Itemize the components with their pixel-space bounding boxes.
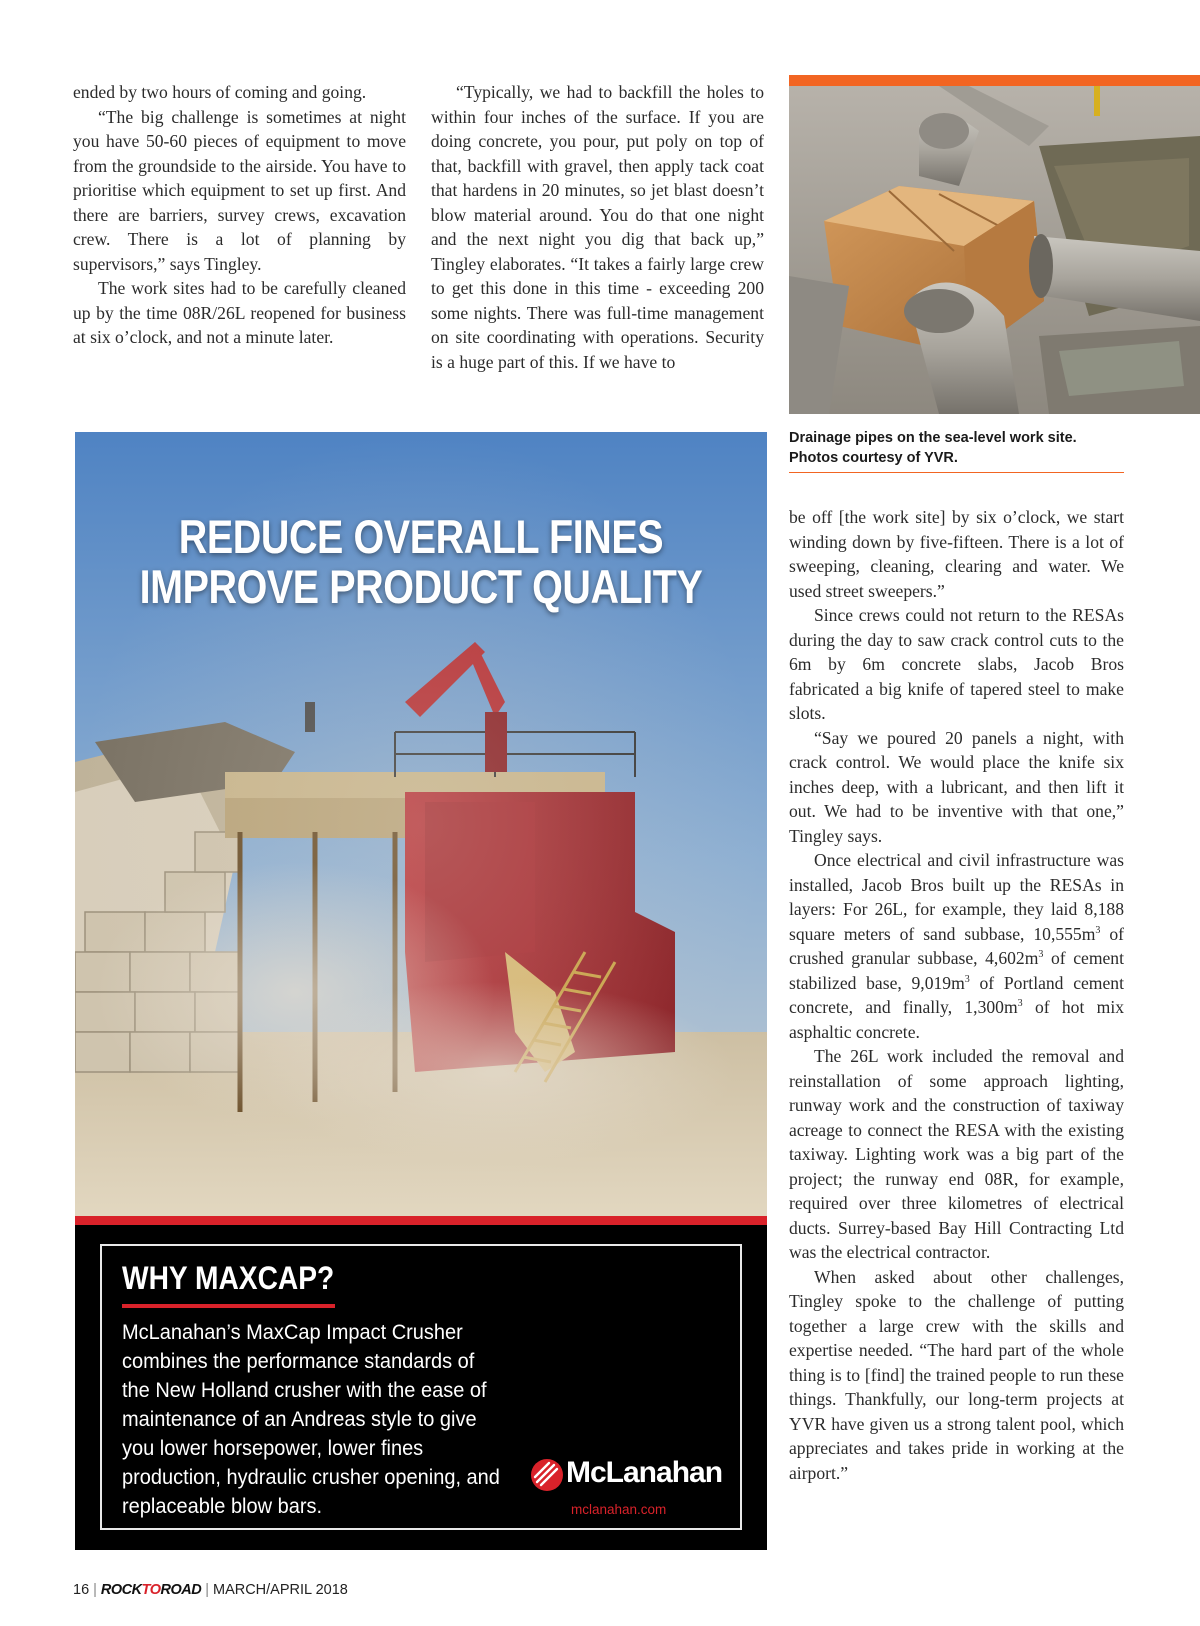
superscript: 3 <box>1095 924 1101 936</box>
paragraph: “Typically, we had to backfill the holes to within four inches of the surface. If you are doing concrete, you pour, put poly on top of that, backfill with gravel, then apply tack coat that hardens in 20 minutes, so jet blast doesn’t blow material around. You do that one night and the next night you dig that back up,” Tingley elaborates. “It takes a fairly large crew to get this done in this time - exceeding 200 some nights. There was full-time management on site coordinating with operations. Security is a huge part of this. If we have to <box>431 82 764 372</box>
photo-accent-bar <box>789 75 1200 86</box>
ad-website-link[interactable]: mclanahan.com <box>571 1502 667 1517</box>
caption-divider <box>789 472 1124 473</box>
paragraph: When asked about other challenges, Tingley spoke to the challenge of putting together a large crew with the skills and expertise needed. “The hard part of the whole thing is to [find] the trained people to run these things. Thankfully, our long-term projects at YVR have given us a strong talent pool, which appreciates and takes pride in working at the airport.” <box>789 1266 1124 1483</box>
text-run: Once electrical and civil infrastructure was installed, Jacob Bros built up the RESAs in layers: For 26L, for example, they laid 8,188 square meters of sand subbase, 10,555m <box>789 850 1124 944</box>
footer-separator: | <box>205 1582 209 1598</box>
footer-separator: | <box>93 1582 97 1598</box>
mclanahan-advertisement <box>75 432 767 1550</box>
caption-line: Drainage pipes on the sea-level work site. <box>789 430 1077 446</box>
paragraph: “Say we poured 20 panels a night, with crack control. We would place the knife six inches deep, with a lubricant, and then lift it out. We had to be inventive with that one,” Tingley says. <box>789 727 1124 846</box>
caption-credit: Photos courtesy of YVR. <box>789 450 958 466</box>
article-column-1 <box>73 80 406 350</box>
paragraph: ended by two hours of coming and going. <box>73 82 367 102</box>
issue-date: MARCH/APRIL 2018 <box>212 1582 348 1598</box>
page-footer <box>73 1582 348 1598</box>
superscript: 3 <box>1038 949 1044 961</box>
ad-body-text: McLanahan’s MaxCap Impact Crusher combines the performance standards of the New Holland crusher with the ease of maintenance of an Andreas style to give you lower horsepower, lower fines production, hydraulic crusher opening, and replaceable blow bars. <box>122 1320 500 1518</box>
paragraph-materials <box>789 848 1124 1044</box>
page-number: 16 <box>73 1582 90 1598</box>
text-run: of cement stabilized base, 9,019m <box>789 948 1124 993</box>
drainage-pipes-photo <box>789 86 1200 414</box>
text-run: of crushed granular subbase, 4,602m <box>789 923 1124 968</box>
mclanahan-logo <box>530 1456 730 1496</box>
magazine-brand-rock: ROCK <box>100 1582 142 1598</box>
paragraph: Since crews could not return to the RESAs during the day to saw crack control cuts to the 6m by 6m concrete slabs, Jacob Bros fabricated a big knife of tapered steel to make slots. <box>789 605 1124 723</box>
superscript: 3 <box>1017 998 1023 1010</box>
magazine-brand-to: TO <box>141 1582 161 1598</box>
mclanahan-logo-mark-icon <box>530 1458 564 1492</box>
ad-headline-line: REDUCE OVERALL FINES <box>178 510 664 563</box>
superscript: 3 <box>964 973 970 985</box>
paragraph: The work sites had to be carefully cleaned up by the time 08R/26L reopened for business at six o’clock, and not a minute later. <box>73 278 406 347</box>
paragraph: “The big challenge is sometimes at night you have 50-60 pieces of equipment to move from the groundside to the airside. You have to prioritise which equipment to set up first. And there are barriers, survey crews, excavation crew. There is a lot of planning by supervisors,” says Tingley. <box>73 106 406 274</box>
photo-caption <box>789 428 1124 468</box>
magazine-brand-road: ROAD <box>160 1582 202 1598</box>
ad-headline <box>130 512 711 612</box>
ad-subhead-underline <box>122 1304 335 1308</box>
ad-info-box <box>100 1244 742 1530</box>
ad-red-stripe <box>75 1216 767 1225</box>
article-column-3 <box>789 505 1124 1485</box>
text-run: of hot mix asphaltic concrete. <box>789 997 1125 1042</box>
text-run: of Portland cement concrete, and finally, 1,300m <box>789 972 1124 1017</box>
paragraph: The 26L work included the removal and reinstallation of some approach lighting, runway work and the construction of taxiway acreage to connect the RESA with the existing taxiway. Lighting work was a big part of the project; the runway end 08R, for example, required over three kilometres of electrical ducts. Surrey-based Bay Hill Contracting Ltd was the electrical contractor. <box>789 1046 1124 1262</box>
logo-wordmark: McLanahan <box>566 1456 723 1489</box>
paragraph: be off [the work site] by six o’clock, we start winding down by five-fifteen. There is a lot of sweeping, cleaning, clearing and water. We used street sweepers.” <box>789 507 1124 601</box>
article-column-2 <box>431 80 764 374</box>
ad-subhead: WHY MAXCAP? <box>122 1260 335 1296</box>
ad-headline-line: IMPROVE PRODUCT QUALITY <box>139 560 703 613</box>
